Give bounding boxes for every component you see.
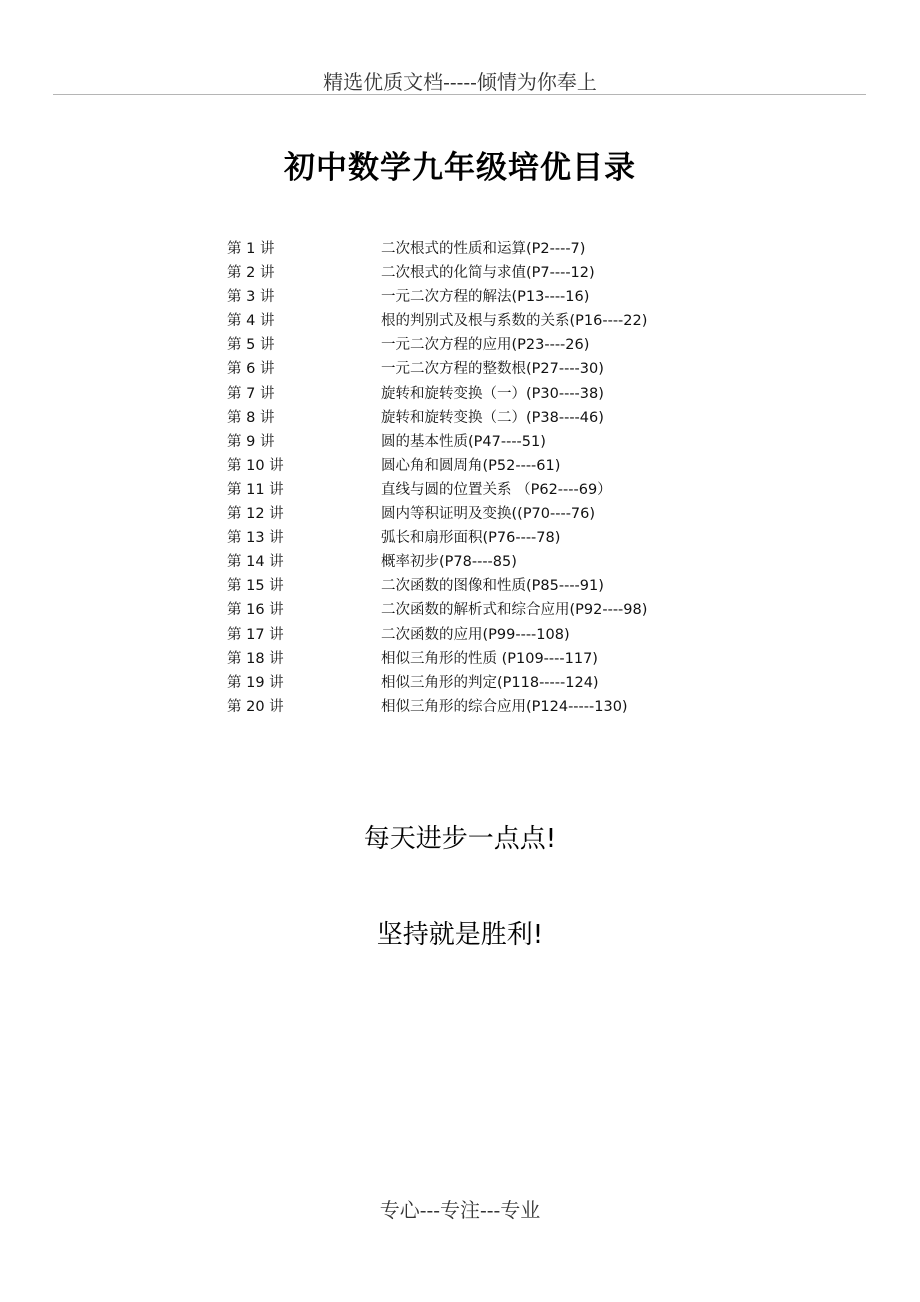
lecture-topic: 二次函数的图像和性质(P85----91) (381, 578, 604, 595)
lecture-topic: 概率初步(P78----85) (381, 554, 517, 571)
lecture-number: 第 3 讲 (227, 289, 275, 306)
toc-entry (227, 479, 827, 503)
lecture-topic: 二次根式的化简与求值(P7----12) (381, 265, 595, 282)
lecture-topic: 相似三角形的性质 (P109----117) (381, 650, 598, 667)
lecture-number: 第 12 讲 (227, 506, 284, 523)
lecture-number: 第 6 讲 (227, 361, 275, 378)
lecture-number: 第 10 讲 (227, 457, 284, 474)
toc-entry (227, 599, 827, 623)
toc-entry (227, 527, 827, 551)
lecture-number: 第 8 讲 (227, 409, 275, 426)
motto-daily-progress: 每天进步一点点! (363, 824, 557, 854)
lecture-topic: 弧长和扇形面积(P76----78) (381, 530, 561, 547)
document-title: 初中数学九年级培优目录 (284, 150, 636, 186)
toc-entry (227, 383, 827, 407)
lecture-topic: 一元二次方程的整数根(P27----30) (381, 361, 604, 378)
lecture-topic: 直线与圆的位置关系 （P62----69） (381, 481, 612, 498)
lecture-number: 第 4 讲 (227, 313, 275, 330)
lecture-topic: 一元二次方程的应用(P23----26) (381, 337, 590, 354)
lecture-number: 第 9 讲 (227, 433, 275, 450)
lecture-number: 第 2 讲 (227, 265, 275, 282)
lecture-topic: 相似三角形的综合应用(P124-----130) (381, 698, 628, 715)
toc-entry (227, 238, 827, 262)
toc-entry (227, 334, 827, 358)
header-divider (53, 94, 866, 95)
lecture-topic: 旋转和旋转变换（一）(P30----38) (381, 385, 604, 402)
page-header: 精选优质文档-----倾情为你奉上 (323, 70, 597, 94)
toc-entry (227, 672, 827, 696)
toc-entry (227, 503, 827, 527)
lecture-number: 第 11 讲 (227, 481, 284, 498)
lecture-number: 第 16 讲 (227, 602, 284, 619)
lecture-number: 第 18 讲 (227, 650, 284, 667)
lecture-number: 第 7 讲 (227, 385, 275, 402)
toc-entry (227, 648, 827, 672)
toc-entry (227, 286, 827, 310)
motto-persistence: 坚持就是胜利! (376, 920, 544, 950)
lecture-number: 第 19 讲 (227, 674, 284, 691)
toc-entry (227, 551, 827, 575)
lecture-number: 第 14 讲 (227, 554, 284, 571)
lecture-number: 第 1 讲 (227, 241, 275, 257)
toc-entry (227, 455, 827, 479)
lecture-topic: 二次根式的性质和运算(P2----7) (381, 241, 586, 257)
lecture-topic: 圆内等积证明及变换((P70----76) (381, 506, 596, 523)
page-footer: 专心---专注---专业 (379, 1198, 541, 1222)
lecture-number: 第 15 讲 (227, 578, 284, 595)
toc-entry (227, 310, 827, 334)
toc-entry (227, 431, 827, 455)
lecture-topic: 圆的基本性质(P47----51) (381, 433, 546, 450)
table-of-contents (227, 238, 827, 720)
lecture-topic: 二次函数的解析式和综合应用(P92----98) (381, 602, 648, 619)
toc-entry (227, 407, 827, 431)
toc-entry (227, 624, 827, 648)
lecture-number: 第 5 讲 (227, 337, 275, 354)
lecture-topic: 根的判别式及根与系数的关系(P16----22) (381, 313, 648, 330)
lecture-topic: 一元二次方程的解法(P13----16) (381, 289, 590, 306)
toc-entry (227, 696, 827, 720)
lecture-topic: 旋转和旋转变换（二）(P38----46) (381, 409, 604, 426)
lecture-number: 第 13 讲 (227, 530, 284, 547)
toc-entry (227, 358, 827, 382)
lecture-topic: 二次函数的应用(P99----108) (381, 626, 570, 643)
lecture-number: 第 20 讲 (227, 698, 284, 715)
lecture-topic: 相似三角形的判定(P118-----124) (381, 674, 599, 691)
lecture-topic: 圆心角和圆周角(P52----61) (381, 457, 561, 474)
toc-entry (227, 575, 827, 599)
toc-entry (227, 262, 827, 286)
lecture-number: 第 17 讲 (227, 626, 284, 643)
